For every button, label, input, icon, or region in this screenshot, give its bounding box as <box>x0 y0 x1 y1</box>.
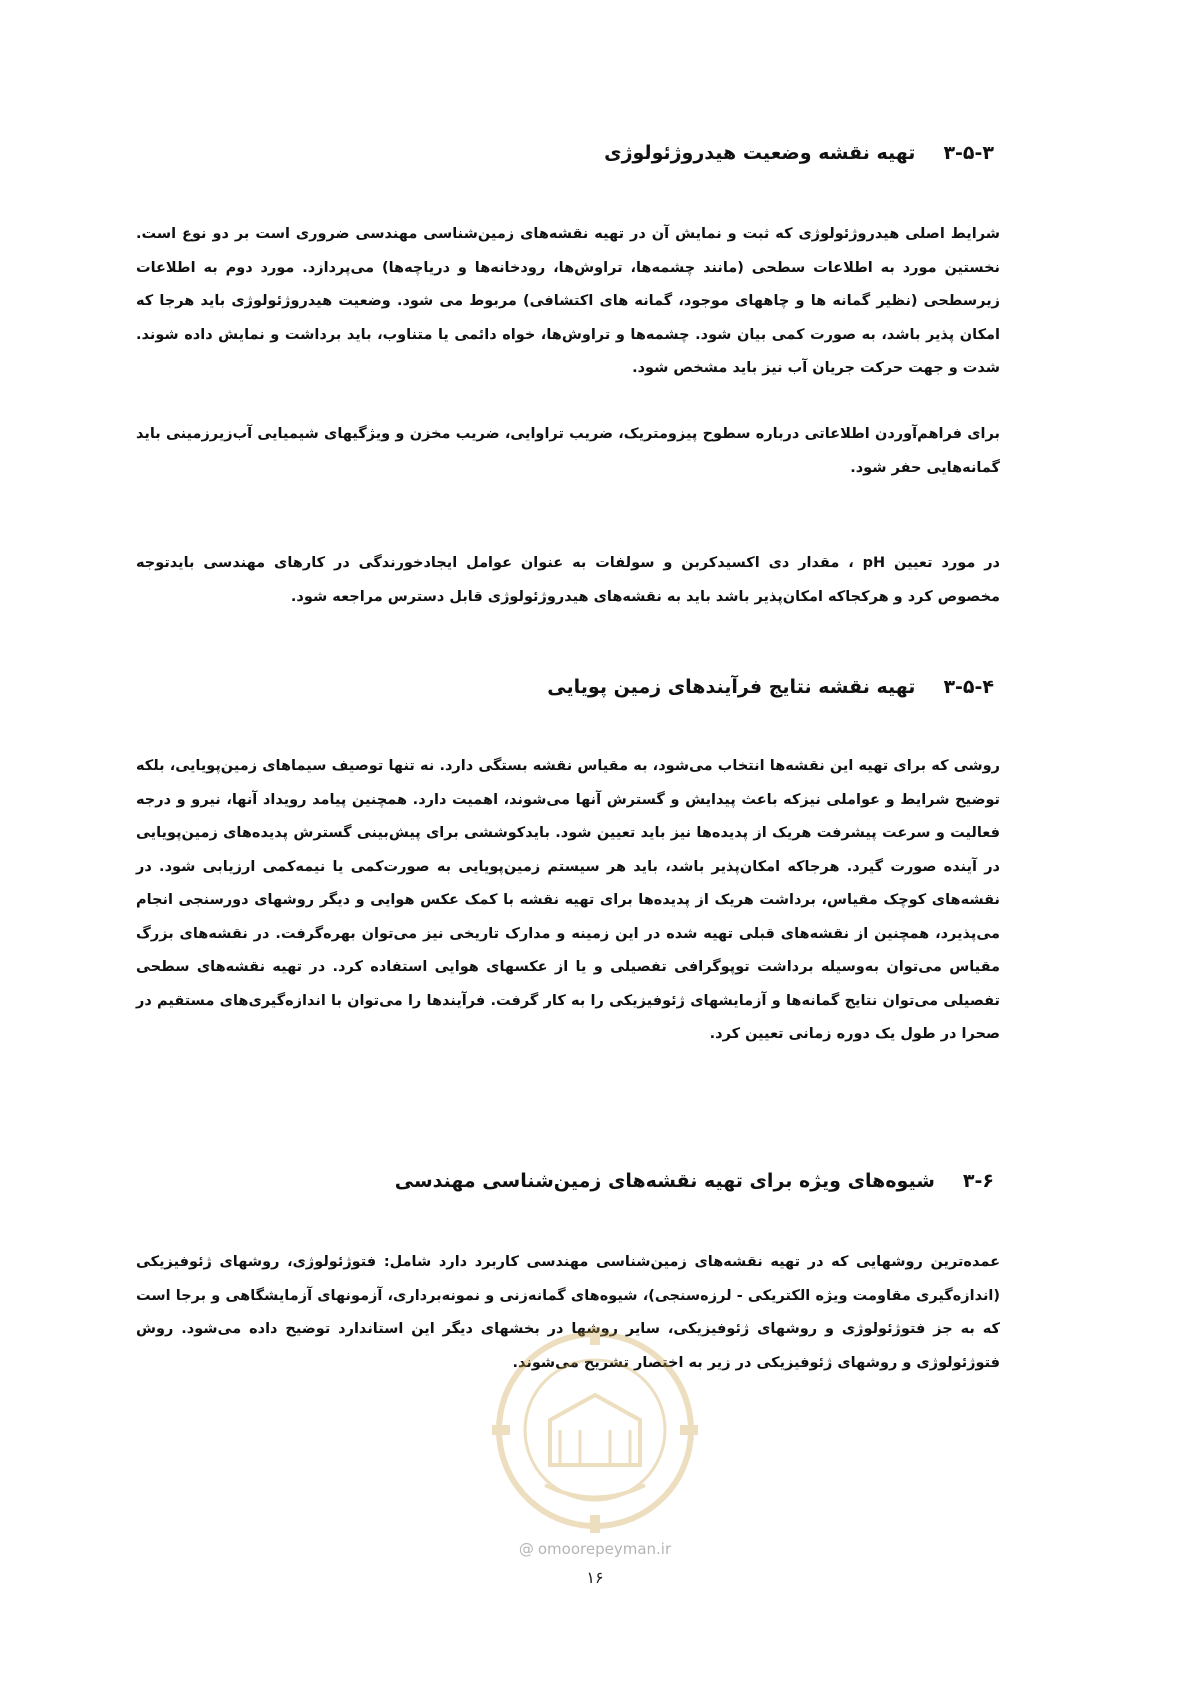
section-title: شیوه‌های ویژه برای تهیه نقشه‌های زمین‌شناسی مهندسی <box>394 1170 935 1192</box>
section-number: ۳-۵-۴ <box>943 676 994 698</box>
at-icon: @ <box>518 1540 534 1558</box>
section-heading-3-6 <box>395 1170 994 1192</box>
section-heading-3-5-3 <box>604 142 994 164</box>
paragraph-ph: در مورد تعیین pH ، مقدار دی اکسیدکربن و سولفات به عنوان عوامل ایجادخورندگی در کارهای مهندسی بایدتوجه مخصوص کرد و هرکجاکه امکان‌پذیر باشد باید به نقشه‌های هیدروژئولوژی قابل دسترس مراجعه شود. <box>136 555 1001 605</box>
section-heading-3-5-4 <box>547 676 994 698</box>
page-number: ۱۶ <box>586 1568 604 1587</box>
paragraph-methods: عمده‌ترین روشهایی که در تهیه نقشه‌های زمین‌شناسی مهندسی کاربرد دارد شامل: فتوژئولوژی، روشهای ژئوفیزیکی (اندازه‌گیری مقاومت ویژه الکتریکی - لرزه‌سنجی)، شیوه‌های گمانه‌زنی و نمونه‌برداری، آزمونهای آزمایشگاهی و برجا است که به جز فتوژئولوژی و روشهای ژئوفیزیکی، سایر روشها در بخشهای دیگر این استاندارد توضیح داده می‌شود. روش فتوژئولوژی و روشهای ژئوفیزیکی در زیر به اختصار تشریح می‌شوند. <box>136 1254 1000 1371</box>
watermark-site-text: omoorepeyman.ir <box>537 1540 672 1558</box>
paragraph-geodynamics: روشی که برای تهیه این نقشه‌ها انتخاب می‌شود، به مقیاس نقشه بستگی دارد. نه تنها توصیف سیماهای زمین‌پویایی، بلکه توضیح شرایط و عواملی نیزکه باعث پیدایش و گسترش آنها می‌شوند، اهمیت دارد. همچنین پیامد رویداد آنها، نیرو و درجه فعالیت و سرعت پیشرفت هریک از پدیده‌ها نیز باید تعیین شود. بایدکوششی برای پیش‌بینی گسترش پدیده‌های زمین‌پویایی در آینده صورت گیرد. هرجاکه امکان‌پذیر باشد، باید هر سیستم زمین‌پویایی به صورت‌کمی یا نیمه‌کمی ارزیابی شود. در نقشه‌های کوچک مقیاس، برداشت هریک از پدیده‌ها برای تهیه نقشه با کمک عکس هوایی و دیگر روشهای دورسنجی انجام می‌پذیرد، همچنین از نقشه‌های قبلی تهیه شده در این زمینه و مدارک تاریخی نیز می‌توان بهره‌گرفت. در نقشه‌های بزرگ مقیاس می‌توان به‌وسیله برداشت توپوگرافی تفصیلی و یا از عکسهای هوایی استفاده کرد. در تهیه نقشه‌های سطحی تفصیلی می‌توان نتایج گمانه‌ها و آزمایشهای ژئوفیزیکی را به کار گرفت. فرآیندها را می‌توان با اندازه‌گیری‌های مستقیم در صحرا در طول یک دوره زمانی تعیین کرد. <box>136 758 1000 1042</box>
section-number: ۳-۵-۳ <box>943 142 994 164</box>
section-title: تهیه نقشه وضعیت هیدروژئولوژی <box>604 142 916 164</box>
watermark-site <box>490 1540 700 1558</box>
paragraph-piezometric: برای فراهم‌آوردن اطلاعاتی درباره سطوح پیزومتریک، ضریب تراوایی، ضریب مخزن و ویژگیهای شیمیایی آب‌زیرزمینی باید گمانه‌هایی حفر شود. <box>136 426 1000 476</box>
paragraph-hydrogeology-intro: شرایط اصلی هیدروژئولوژی که ثبت و نمایش آن در تهیه نقشه‌های زمین‌شناسی مهندسی ضروری است بر دو نوع است. نخستین مورد به اطلاعات سطحی (مانند چشمه‌ها، تراوش‌ها، رودخانه‌ها و دریاچه‌ها) می‌پردازد. مورد دوم به اطلاعات زیرسطحی (نظیر گمانه ها و چاههای موجود، گمانه های اکتشافی) مربوط می شود. وضعیت هیدروژئولوژی باید هرجا که امکان پذیر باشد، به صورت کمی بیان شود. چشمه‌ها و تراوش‌ها، خواه دائمی یا متناوب، باید برداشت و نمایش داده شوند. شدت و جهت حرکت جریان آب نیز باید مشخص شود. <box>136 226 1000 376</box>
section-number: ۳-۶ <box>962 1170 994 1192</box>
section-title: تهیه نقشه نتایج فرآیندهای زمین پویایی <box>547 676 916 698</box>
watermark-seal-icon <box>490 1325 700 1535</box>
